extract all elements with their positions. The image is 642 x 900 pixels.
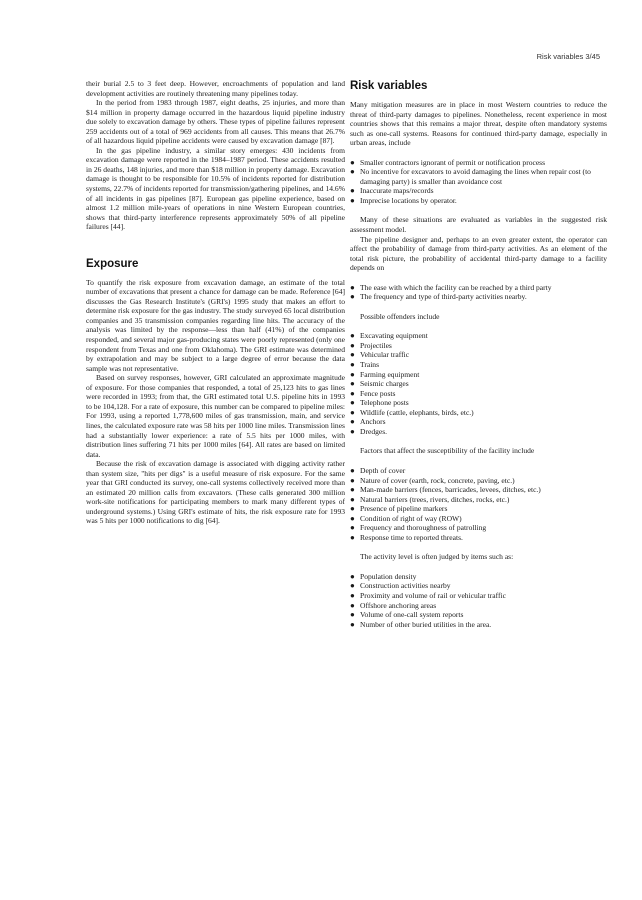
exposure-paragraph-2: Based on survey responses, however, GRI calculated an approximate magnitude of exposure. For those companies that responded, a total of 25,123 hits to gas lines were recorded in 1993; from that, the GRI estimated total U.S. pipeline hits in 1993 to be 104,128. For a rate of exposure, this number can be compared to pipeline miles: For 1993, using a reported 1,778,600 miles of gas transmission, main, and service lines, the calculated exposure rate was 58 hits per 1000 line miles. Transmission lines had a substantially lower experience: a rate of 5.5 hits per 1000 miles, with distribution lines suffering 71 hits per 1000 miles [64]. All rates are based on limited data. (86, 373, 345, 459)
list-item: ● Offshore anchoring areas (350, 600, 437, 610)
bullet-icon: ● (350, 571, 355, 581)
designer-paragraph: The pipeline designer and, perhaps to an even greater extent, the operator can affect the probability of damage from third-party activities. As an element of the total risk picture, the probability of accidental third-party damage to a facility depends on (350, 234, 607, 273)
bullet-icon: ● (350, 581, 355, 591)
activity-intro: The activity level is often judged by items such as: (360, 552, 514, 562)
bullet-icon: ● (350, 331, 355, 341)
bullet-icon: ● (350, 195, 355, 205)
bullet-icon: ● (350, 167, 355, 177)
list-item: ● Vehicular traffic (350, 350, 410, 360)
bullet-icon: ● (350, 340, 355, 350)
intro-paragraph-2: In the period from 1983 through 1987, eight deaths, 25 injuries, and more than $14 million in property damage occurred in the hazardous liquid pipeline industry due solely to excavation damage by others. These types of pipeline failures represent 259 accidents out of a total of 969 accidents from all causes. This means that 26.7% of all hazardous liquid pipeline accidents were caused by excavation damage [87]. (86, 98, 345, 146)
bullet-icon: ● (350, 426, 355, 436)
bullet-icon: ● (350, 475, 355, 485)
intro-paragraph-1: their burial 2.5 to 3 feet deep. However, encroachments of population and land development activities are routinely threatening many pipelines today. (86, 79, 345, 98)
list-item: ● Presence of pipeline markers (350, 504, 448, 514)
list-item: ● Telephone posts (350, 398, 409, 408)
bullet-icon: ● (350, 360, 355, 370)
offenders-intro: Possible offenders include (360, 311, 440, 321)
bullet-icon: ● (350, 504, 355, 514)
list-item: ● Proximity and volume of rail or vehicular traffic (350, 590, 506, 600)
bullet-icon: ● (350, 523, 355, 533)
bullet-icon: ● (350, 532, 355, 542)
bullet-icon: ● (350, 417, 355, 427)
list-item: ● The ease with which the facility can be reached by a third party (350, 282, 552, 292)
bullet-icon: ● (350, 388, 355, 398)
bullet-icon: ● (350, 600, 355, 610)
list-item: ● Seismic charges (350, 379, 409, 389)
bullet-icon: ● (350, 350, 355, 360)
risk-intro-paragraph: Many mitigation measures are in place in most Western countries to reduce the threat of third-party damages to pipelines. Nonetheless, recent experience in most countries shows that this remains a major threat, despite often mandatory systems such as one-call systems. Reasons for continued third-party damage, especially in urban areas, include (350, 100, 607, 148)
list-item: ● Response time to reported threats. (350, 532, 463, 542)
list-item: ● Farming equipment (350, 369, 420, 379)
list-item: ● Smaller contractors ignorant of permit or notification process (350, 157, 546, 167)
bullet-icon: ● (350, 292, 355, 302)
list-item: ● Population density (350, 571, 417, 581)
bullet-icon: ● (350, 513, 355, 523)
bullet-icon: ● (350, 590, 355, 600)
bullet-icon: ● (350, 282, 355, 292)
bullet-icon: ● (350, 157, 355, 167)
list-item: ● Condition of right of way (ROW) (350, 513, 462, 523)
bullet-icon: ● (350, 407, 355, 417)
list-item: ● Imprecise locations by operator. (350, 195, 457, 205)
bullet-icon: ● (350, 379, 355, 389)
exposure-heading: Exposure (86, 257, 139, 270)
list-item: ● No incentive for excavators to avoid damaging the lines when repair cost (to damaging party) is smaller than avoidance cost (350, 167, 591, 186)
list-item: ● Frequency and thoroughness of patrolling (350, 523, 487, 533)
right-column (350, 79, 607, 629)
offenders-list (350, 331, 607, 436)
list-item: ● Projectiles (350, 340, 392, 350)
bullet-icon: ● (350, 186, 355, 196)
bullet-icon: ● (350, 494, 355, 504)
list-item: ● Depth of cover (350, 465, 406, 475)
bullet-icon: ● (350, 398, 355, 408)
list-item: ● Volume of one-call system reports (350, 610, 464, 620)
list-item: ● Trains (350, 360, 380, 370)
exposure-paragraph-3: Because the risk of excavation damage is associated with digging activity rather than system size, "hits per digs" is a useful measure of risk exposure. For the same year that GRI conducted its survey, one-call systems collectively received more than an estimated 20 million calls from excavators. (These calls generated 300 million work-site notifications for participating members to mark many different types of underground systems.) Using GRI's estimate of hits, the risk exposure rate for 1993 was 5 hits per 1000 notifications to dig [64]. (86, 459, 345, 526)
intro-paragraph-3: In the gas pipeline industry, a similar story emerges: 430 incidents from excavation damage were reported in the 1984–1987 period. These accidents resulted in 26 deaths, 148 injuries, and more than $18 million in property damage. Excavation damage is thought to be responsible for 10.5% of incidents reported for distribution systems, 22.7% of incidents reported for transmission/gathering pipelines, and 14.6% of all incidents in gas pipelines [87]. European gas pipeline experience, based on almost 1.2 million mile-years of operations in nine Western European countries, shows that third-party interference represents approximately 50% of all pipeline failures [44]. (86, 145, 345, 232)
list-item: ● Inaccurate maps/records (350, 186, 434, 196)
model-paragraph: Many of these situations are evaluated as variables in the suggested risk assessment model. (350, 215, 607, 235)
list-item: ● Natural barriers (trees, rivers, ditches, rocks, etc.) (350, 494, 510, 504)
list-item: ● Fence posts (350, 388, 396, 398)
list-item: ● Construction activities nearby (350, 581, 451, 591)
running-head: Risk variables 3/45 (536, 52, 600, 61)
factors-intro: Factors that affect the susceptibility of the facility include (360, 446, 535, 456)
bullet-icon: ● (350, 485, 355, 495)
bullet-icon: ● (350, 619, 355, 629)
depends-on-list (350, 283, 607, 302)
reasons-list (350, 158, 607, 206)
exposure-paragraph-1: To quantify the risk exposure from excavation damage, an estimate of the total number of excavations that present a chance for damage can be made. Reference [64] discusses the Gas Research Institute's (GRI's) 1995 study that makes an effort to determine risk exposure for the gas industry. The study surveyed 65 local distribution companies and 35 transmission companies regarding line hits. The accuracy of the analysis was limited by the response—less than half (41%) of the companies responded, and several major gas-producing states were poorly represented (only one respondent from Texas and one from Oklahoma). The GRI estimate was determined by extrapolation and may be subject to a large degree of error because the data sample was not representative. (86, 277, 345, 373)
left-column (86, 79, 345, 526)
list-item: ● Excavating equipment (350, 331, 428, 341)
list-item: ● Anchors (350, 417, 386, 427)
bullet-icon: ● (350, 610, 355, 620)
list-item: ● Nature of cover (earth, rock, concrete, paving, etc.) (350, 475, 515, 485)
bullet-icon: ● (350, 465, 355, 475)
bullet-icon: ● (350, 369, 355, 379)
list-item: ● Dredges. (350, 426, 388, 436)
risk-variables-heading: Risk variables (350, 80, 428, 92)
factors-list (350, 466, 607, 542)
list-item: ● Wildlife (cattle, elephants, birds, etc.) (350, 407, 474, 417)
list-item: ● Number of other buried utilities in the area. (350, 619, 492, 629)
activity-list (350, 572, 607, 629)
list-item: ● Man-made barriers (fences, barricades, levees, ditches, etc.) (350, 485, 541, 495)
list-item: ● The frequency and type of third-party activities nearby. (350, 292, 527, 302)
